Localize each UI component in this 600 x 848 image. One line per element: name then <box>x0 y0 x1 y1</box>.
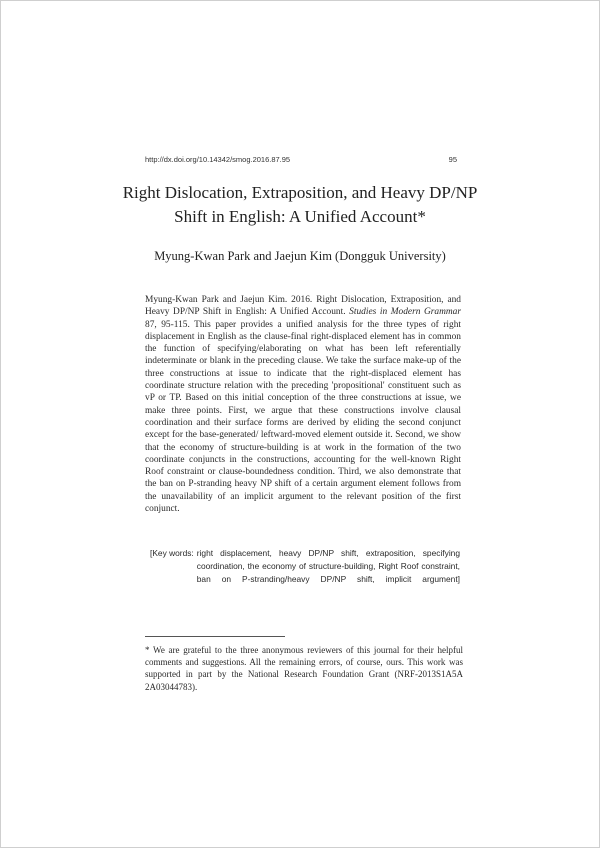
footnote: * We are grateful to the three anonymous reviewers of this journal for their helpful comments and suggestions. All the remaining errors, of course, ours. This work was supported in part by the National Research Foundation Grant (NRF-2013S1A5A 2A03044783). <box>145 645 463 692</box>
author-line: Myung-Kwan Park and Jaejun Kim (Dongguk University) <box>154 249 446 263</box>
doi-link[interactable]: http://dx.doi.org/10.14342/smog.2016.87.95 <box>145 155 291 164</box>
keywords-text: right displacement, heavy DP/NP shift, extraposition, specifying coordination, the economy of structure-building, Right Roof constraint, ban on P-stranding/heavy DP/NP shift, implicit argument] <box>196 548 460 584</box>
title-line-1: Right Dislocation, Extraposition, and Heavy DP/NP <box>122 183 478 202</box>
journal-name: Studies in Modern Grammar <box>349 307 461 318</box>
keywords-label: [Key words: <box>150 548 194 558</box>
running-header <box>145 155 457 164</box>
paper-title <box>110 181 490 229</box>
abstract-citation: Myung-Kwan Park and Jaejun Kim. 2016. Right Dislocation, Extraposition, and Heavy DP/NP Shift in English: A Unified Account. <box>145 295 461 318</box>
abstract <box>145 294 461 515</box>
footnote-divider <box>145 636 285 637</box>
title-line-2: Shift in English: A Unified Account* <box>174 207 426 226</box>
keywords <box>150 547 460 586</box>
page-number: 95 <box>448 155 457 164</box>
abstract-body: 87, 95-115. This paper provides a unified analysis for the three types of right displacement in English as the clause-final right-displaced element has in common the function of specifying/elaborating on what has been left referentially indeterminate or blank in the preceding clause. We take the surface make-up of the three constructions at issue to indicate that the right-displaced element has coordinate structure relation with the preceding 'propositional' constituent such as vP or TP. Based on this initial conception of the three constructions at issue, we make three points. First, we argue that these constructions involve clausal coordination and their surface forms are derived by eliding the second conjunct except for the base-generated/ leftward-moved element outside it. Second, we show that the economy of structure-building is at work in the formation of the two coordinate conjuncts in the constructions, accounting for the well-known Right Roof constraint or clause-boundedness condition. Third, we also demonstrate that the ban on P-stranding heavy NP shift of a certain argument element follows from the unavailability of an implicit argument to the relevant position of the first conjunct. <box>145 319 461 515</box>
